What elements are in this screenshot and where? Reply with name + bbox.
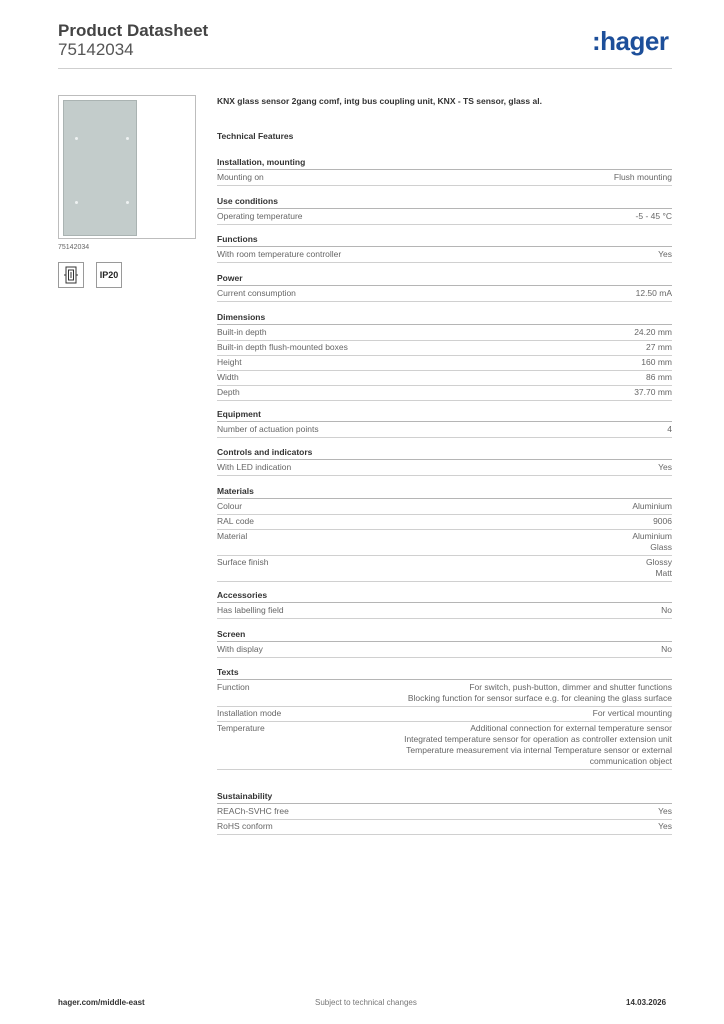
spec-key: Mounting on	[217, 172, 264, 182]
spec-key: Built-in depth flush-mounted boxes	[217, 342, 348, 352]
spec-key: Current consumption	[217, 288, 296, 298]
spec-section	[217, 667, 672, 770]
spec-row	[217, 604, 672, 619]
spec-row	[217, 386, 672, 401]
spec-value	[636, 288, 672, 299]
spec-row	[217, 356, 672, 371]
spec-row	[217, 515, 672, 530]
spec-value	[632, 531, 672, 553]
footer-notice: Subject to technical changes	[315, 998, 417, 1007]
spec-key: Has labelling field	[217, 605, 284, 615]
spec-value-line: Temperature measurement via internal Temperature sensor or external communication object	[406, 745, 672, 766]
spec-value	[658, 821, 672, 832]
spec-key: REACh-SVHC free	[217, 806, 289, 816]
product-image	[58, 95, 196, 239]
spec-row	[217, 805, 672, 820]
spec-key: RAL code	[217, 516, 255, 526]
spec-row	[217, 461, 672, 476]
spec-value-line: 24.20 mm	[634, 327, 672, 337]
spec-row	[217, 722, 672, 770]
spec-row	[217, 707, 672, 722]
spec-value-line: Aluminium	[632, 501, 672, 511]
spec-section	[217, 157, 672, 186]
section-title: Materials	[217, 486, 672, 499]
section-title: Use conditions	[217, 196, 672, 209]
spec-key: Colour	[217, 501, 243, 511]
spec-key: Installation mode	[217, 708, 282, 718]
section-title: Equipment	[217, 409, 672, 422]
spec-value-line: 27 mm	[646, 342, 672, 352]
glass-sensor-illustration	[63, 100, 137, 236]
spec-key: Depth	[217, 387, 240, 397]
section-title: Functions	[217, 234, 672, 247]
spec-row	[217, 681, 672, 707]
spec-value-line: Glass	[650, 542, 672, 552]
spec-section	[217, 234, 672, 263]
spec-value-line: Additional connection for external temperature sensor	[470, 723, 672, 733]
spec-value-line: 86 mm	[646, 372, 672, 382]
page-title: Product Datasheet	[58, 21, 209, 40]
ip-rating-badge: IP20	[96, 262, 122, 288]
section-title: Accessories	[217, 590, 672, 603]
spec-row	[217, 556, 672, 582]
spec-row	[217, 423, 672, 438]
spec-value	[408, 682, 672, 704]
spec-row	[217, 248, 672, 263]
spec-row	[217, 371, 672, 386]
spec-value	[634, 327, 672, 338]
spec-value-line: Glossy	[646, 557, 672, 567]
spec-row	[217, 820, 672, 835]
spec-section	[217, 447, 672, 476]
spec-row	[217, 500, 672, 515]
spec-section	[217, 590, 672, 619]
spec-value-line: No	[661, 644, 672, 654]
features-heading: Technical Features	[217, 131, 294, 141]
spec-value-line: Yes	[658, 821, 672, 831]
spec-value	[667, 424, 672, 435]
section-title: Screen	[217, 629, 672, 642]
section-title: Controls and indicators	[217, 447, 672, 460]
spec-value	[641, 357, 672, 368]
spec-value	[632, 501, 672, 512]
spec-key: Material	[217, 531, 248, 541]
spec-key: Built-in depth	[217, 327, 267, 337]
spec-value-line: -5 - 45 °C	[635, 211, 672, 221]
section-title: Sustainability	[217, 791, 672, 804]
spec-value	[658, 249, 672, 260]
spec-value	[636, 211, 672, 222]
spec-key: Surface finish	[217, 557, 269, 567]
spec-value	[661, 605, 672, 616]
section-title: Dimensions	[217, 312, 672, 325]
spec-row	[217, 171, 672, 186]
spec-value-line: 37.70 mm	[634, 387, 672, 397]
spec-value	[362, 723, 672, 767]
spec-row	[217, 530, 672, 556]
hager-logo: :hager	[592, 26, 669, 56]
header-divider	[58, 68, 672, 69]
spec-key: Height	[217, 357, 242, 367]
spec-value	[614, 172, 672, 183]
spec-section	[217, 409, 672, 438]
spec-row	[217, 643, 672, 658]
spec-value-line: Aluminium	[632, 531, 672, 541]
spec-value-line: 9006	[653, 516, 672, 526]
spec-row	[217, 287, 672, 302]
spec-section	[217, 196, 672, 225]
spec-value	[634, 387, 672, 398]
spec-value-line: Matt	[655, 568, 672, 578]
spec-value	[658, 806, 672, 817]
spec-value	[661, 644, 672, 655]
spec-section	[217, 486, 672, 582]
spec-key: Operating temperature	[217, 211, 303, 221]
spec-key: RoHS conform	[217, 821, 273, 831]
spec-key: Function	[217, 682, 250, 692]
spec-section	[217, 629, 672, 658]
spec-value	[646, 557, 672, 579]
spec-value-line: For switch, push-button, dimmer and shutter functions	[469, 682, 672, 692]
spec-value-line: Yes	[658, 806, 672, 816]
spec-value-line: 4	[667, 424, 672, 434]
spec-key: Width	[217, 372, 239, 382]
spec-value-line: Blocking function for sensor surface e.g. for cleaning the glass surface	[407, 693, 672, 703]
spec-key: With LED indication	[217, 462, 292, 472]
section-title: Installation, mounting	[217, 157, 672, 170]
spec-key: With room temperature controller	[217, 249, 342, 259]
spec-row	[217, 326, 672, 341]
spec-key: Number of actuation points	[217, 424, 319, 434]
spec-row	[217, 341, 672, 356]
spec-section	[217, 312, 672, 401]
footer-date: 14.03.2026	[626, 998, 667, 1007]
spec-section	[217, 791, 672, 835]
footer-website[interactable]: hager.com/middle-east	[58, 998, 145, 1007]
spec-value	[653, 516, 672, 527]
spec-value-line: Flush mounting	[613, 172, 672, 182]
spec-section	[217, 273, 672, 302]
spec-key: With display	[217, 644, 263, 654]
spec-key: Temperature	[217, 723, 265, 733]
product-reference: 75142034	[58, 40, 134, 59]
spec-value	[593, 708, 672, 719]
section-title: Power	[217, 273, 672, 286]
section-title: Texts	[217, 667, 672, 680]
spec-value	[658, 462, 672, 473]
surface-mount-box-icon	[58, 262, 84, 288]
spec-row	[217, 210, 672, 225]
spec-value-line: Yes	[658, 249, 672, 259]
spec-value	[646, 342, 672, 353]
spec-value-line: 12.50 mA	[635, 288, 672, 298]
spec-value	[646, 372, 672, 383]
spec-value-line: No	[661, 605, 672, 615]
spec-value-line: 160 mm	[641, 357, 672, 367]
spec-value-line: Integrated temperature sensor for operation as controller extension unit	[404, 734, 672, 744]
product-image-label: 75142034	[58, 244, 90, 251]
spec-value-line: For vertical mounting	[592, 708, 672, 718]
product-description: KNX glass sensor 2gang comf, intg bus coupling unit, KNX - TS sensor, glass al.	[217, 96, 542, 106]
spec-value-line: Yes	[658, 462, 672, 472]
